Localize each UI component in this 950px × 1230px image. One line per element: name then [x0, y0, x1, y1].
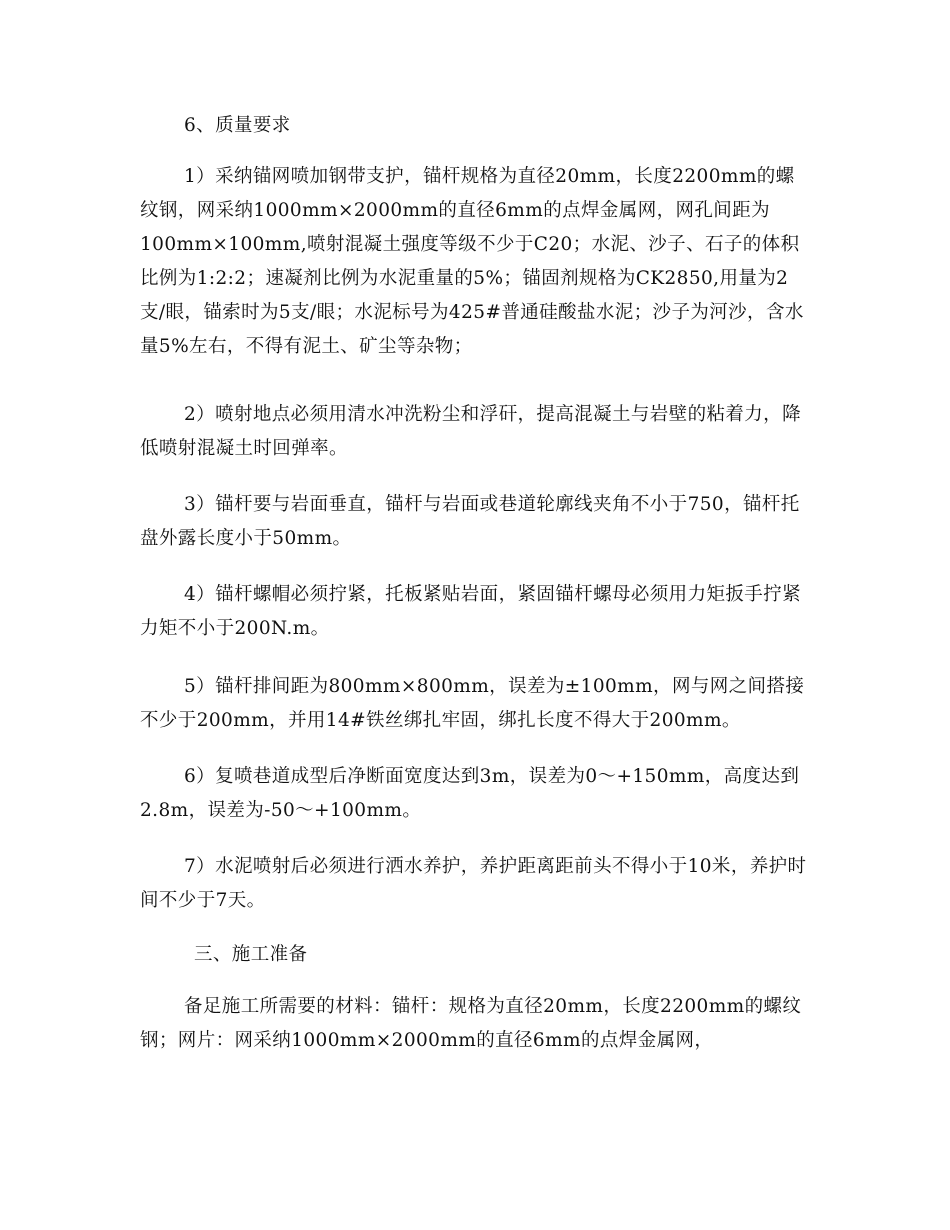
quality-item-6: 6）复喷巷道成型后净断面宽度达到3m，误差为0～+150mm，高度达到2.8m，误差为-50～+100mm。 — [140, 766, 800, 821]
quality-item-7: 7）水泥喷射后必须进行洒水养护，养护距离距前头不得小于10米，养护时间不少于7天。 — [140, 856, 807, 911]
section-heading-quality-requirements: 6、质量要求 — [184, 115, 291, 136]
preparation-paragraph: 备足施工所需要的材料：锚杆：规格为直径20mm，长度2200mm的螺纹钢；网片：网采纳1000mm×2000mm的直径6mm的点焊金属网， — [140, 996, 802, 1051]
quality-item-3: 3）锚杆要与岩面垂直，锚杆与岩面或巷道轮廓线夹角不小于750，锚杆托盘外露长度小于50mm。 — [140, 494, 800, 549]
quality-item-4: 4）锚杆螺帽必须拧紧，托板紧贴岩面，紧固锚杆螺母必须用力矩扳手拧紧力矩不小于200N.m。 — [140, 584, 801, 639]
quality-item-2: 2）喷射地点必须用清水冲洗粉尘和浮矸，提高混凝土与岩壁的粘着力，降低喷射混凝土时回弹率。 — [140, 404, 801, 459]
quality-item-1: 1）采纳锚网喷加钢带支护，锚杆规格为直径20mm，长度2200mm的螺纹钢，网采纳1000mm×2000mm的直径6mm的点焊金属网，网孔间距为100mm×100mm,喷射混凝土强度等级不少于C20；水泥、沙子、石子的体积比例为1:2:2；速凝剂比例为水泥重量的5%；锚固剂规格为CK2850,用量为2支/眼，锚索时为5支/眼；水泥标号为425#普通硅酸盐水泥；沙子为河沙，含水量5%左右，不得有泥土、矿尘等杂物； — [140, 166, 804, 357]
quality-item-5: 5）锚杆排间距为800mm×800mm，误差为±100mm，网与网之间搭接不少于200mm，并用14#铁丝绑扎牢固，绑扎长度不得大于200mm。 — [140, 676, 805, 731]
section-heading-construction-preparation: 三、施工准备 — [194, 944, 308, 965]
